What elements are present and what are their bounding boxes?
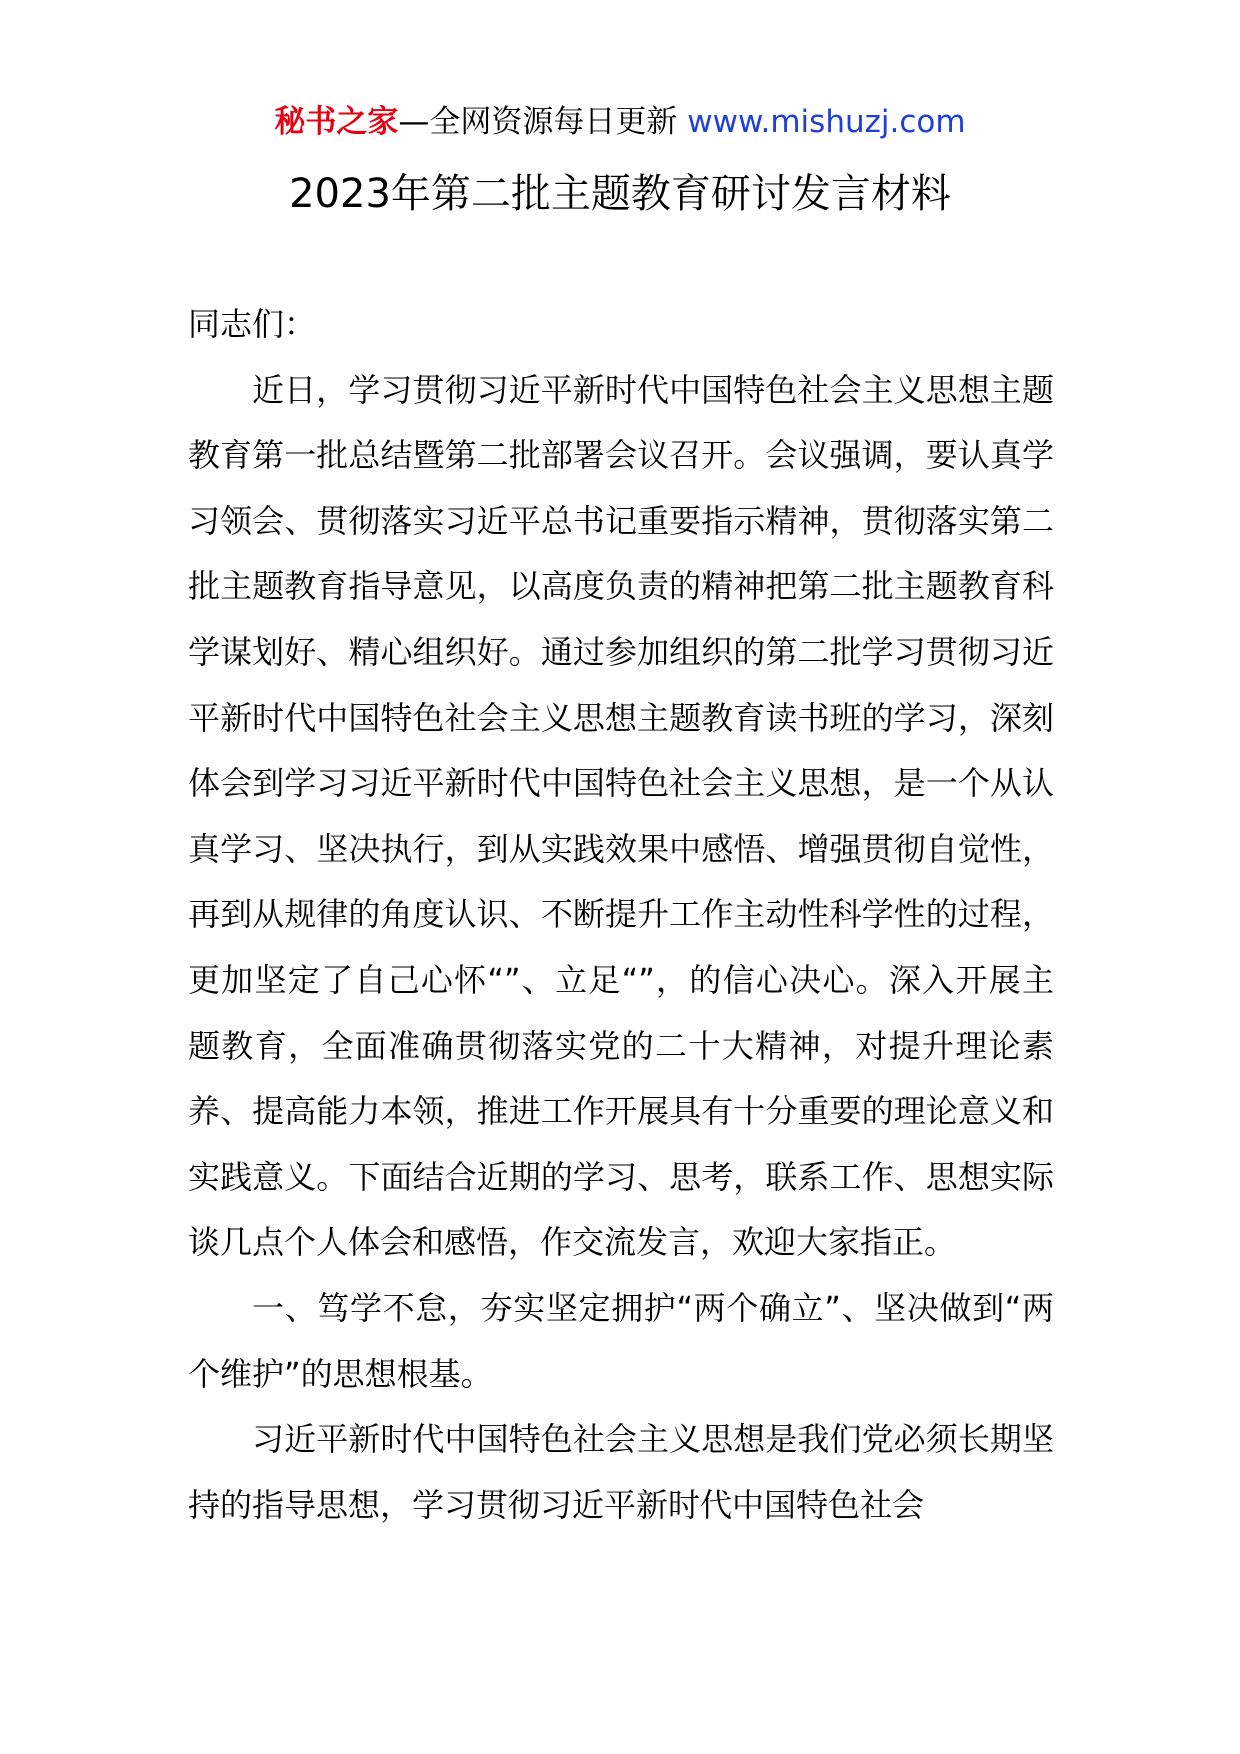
paragraph-intro: 近日，学习贯彻习近平新时代中国特色社会主义思想主题教育第一批总结暨第二批部署会议召开。会议强调，要认真学习领会、贯彻落实习近平总书记重要指示精神，贯彻落实第二批主题教育指导意见，以高度负责的精神把第二批主题教育科学谋划好、精心组织好。通过参加组织的第二批学习贯彻习近平新时代中国特色社会主义思想主题教育读书班的学习，深刻体会到学习习近平新时代中国特色社会主义思想，是一个从认真学习、坚决执行，到从实践效果中感悟、增强贯彻自觉性，再到从规律的角度认识、不断提升工作主动性科学性的过程，更加坚定了自己心怀“”、立足“”，的信心决心。深入开展主题教育，全面准确贯彻落实党的二十大精神，对提升理论素养、提高能力本领，推进工作开展具有十分重要的理论意义和实践意义。下面结合近期的学习、思考，联系工作、思想实际谈几点个人体会和感悟，作交流发言，欢迎大家指正。 (188, 370, 1054, 1262)
site-url[interactable]: www.mishuzj.com (687, 104, 966, 140)
site-header (0, 100, 1240, 144)
paragraph-section-1: 习近平新时代中国特色社会主义思想是我们党必须长期坚持的指导思想，学习贯彻习近平新时代中国特色社会 (188, 1420, 1054, 1524)
document-body (188, 292, 1054, 1538)
section-heading-1: 一、笃学不怠，夯实坚定拥护“两个确立”、坚决做到“两个维护”的思想根基。 (188, 1288, 1054, 1393)
salutation: 同志们： (188, 305, 317, 343)
site-slogan: —全网资源每日更新 (398, 104, 688, 140)
document-title: 2023年第二批主题教育研讨发言材料 (289, 171, 951, 217)
site-brand: 秘书之家 (274, 104, 399, 140)
